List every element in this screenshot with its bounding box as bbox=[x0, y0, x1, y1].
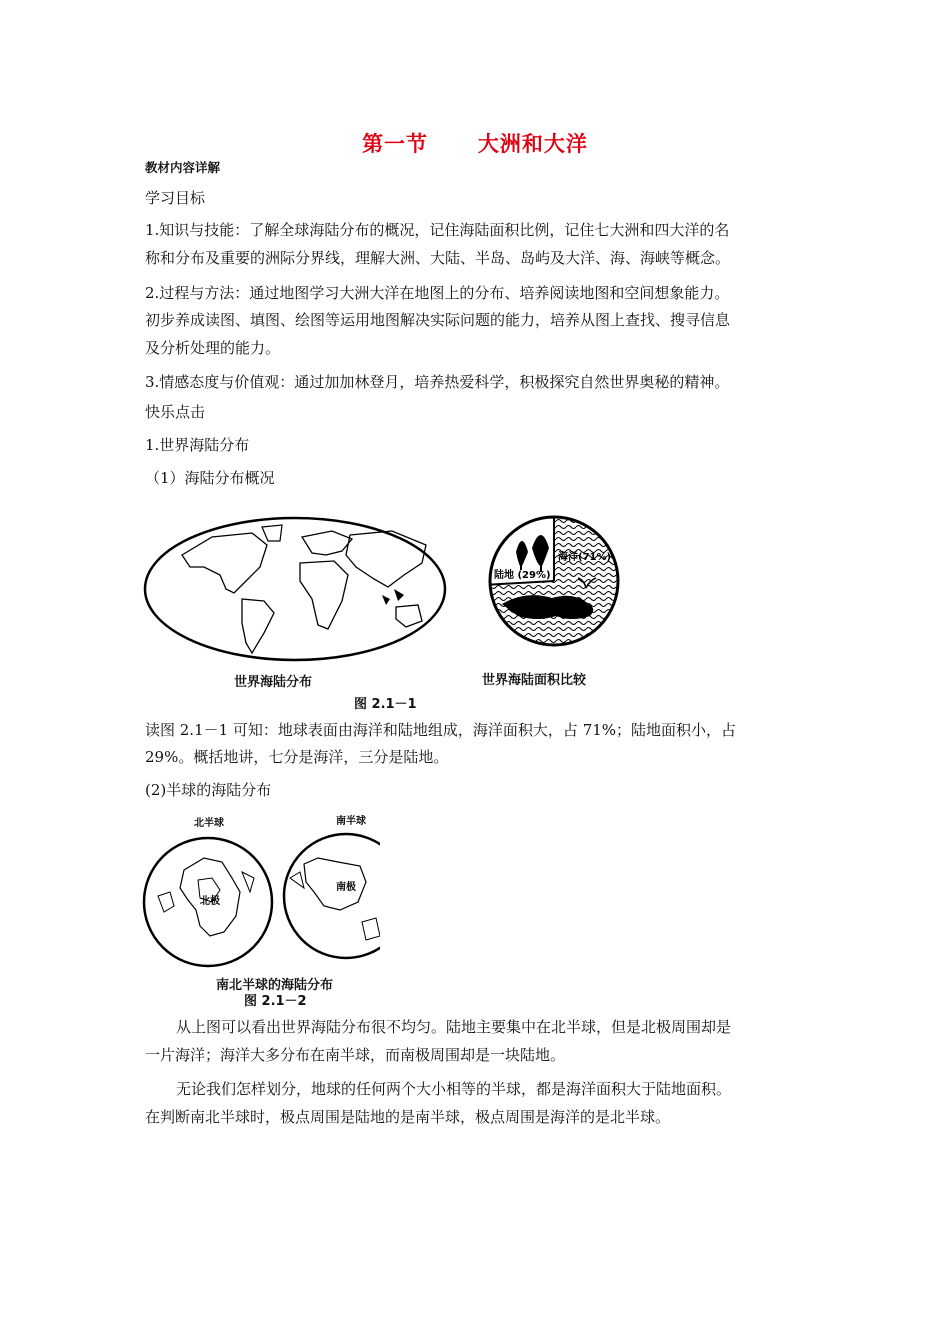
hemispheres-caption: 南北半球的海陆分布 bbox=[216, 978, 334, 993]
paragraph-1-line-1: 从上图可以看出世界海陆分布很不均匀。陆地主要集中在北半球，但是北极周围却是 bbox=[176, 1018, 732, 1036]
click-heading: 快乐点击 bbox=[145, 403, 206, 421]
figure-2-number: 图 2.1－2 bbox=[244, 994, 307, 1009]
reading-1-line-1: 读图 2.1－1 可知：地球表面由海洋和陆地组成，海洋面积大，占 71%；陆地面积小，占 bbox=[145, 721, 737, 739]
land-ocean-pie-figure bbox=[486, 512, 622, 650]
sub-heading-2: (2)半球的海陆分布 bbox=[145, 781, 272, 799]
north-hemisphere-label: 北半球 bbox=[194, 818, 224, 829]
section-heading: 教材内容详解 bbox=[145, 160, 221, 175]
ocean-label: 海洋(71%) bbox=[558, 552, 612, 563]
paragraph-2-line-2: 在判断南北半球时，极点周围是陆地的是南半球，极点周围是海洋的是北半球。 bbox=[145, 1108, 671, 1126]
goal-2-line-1: 2.过程与方法：通过地图学习大洲大洋在地图上的分布、培养阅读地图和空间想象能力。 bbox=[145, 284, 730, 302]
figure-1-number: 图 2.1－1 bbox=[354, 697, 417, 712]
south-pole-label: 南极 bbox=[336, 882, 356, 893]
hemispheres-figure bbox=[140, 812, 380, 974]
world-map-caption: 世界海陆分布 bbox=[234, 675, 313, 690]
south-hemisphere-label: 南半球 bbox=[336, 816, 366, 827]
paragraph-2-line-1: 无论我们怎样划分，地球的任何两个大小相等的半球，都是海洋面积大于陆地面积。 bbox=[176, 1080, 732, 1098]
sub-heading-1: （1）海陆分布概况 bbox=[145, 469, 275, 487]
goal-3: 3.情感态度与价值观：通过加加林登月，培养热爱科学，积极探究自然世界奥秘的精神。 bbox=[145, 373, 730, 391]
goal-2-line-2: 初步养成读图、填图、绘图等运用地图解决实际问题的能力，培养从图上查找、搜寻信息 bbox=[145, 311, 731, 329]
reading-1-line-2: 29%。概括地讲，七分是海洋，三分是陆地。 bbox=[145, 748, 449, 766]
page-title: 第一节 大洲和大洋 bbox=[362, 132, 588, 156]
world-map-figure bbox=[142, 515, 448, 663]
goal-1-line-2: 称和分布及重要的洲际分界线，理解大洲、大陆、半岛、岛屿及大洋、海、海峡等概念。 bbox=[145, 249, 731, 267]
land-label: 陆地 (29%) bbox=[494, 570, 551, 581]
topic-1: 1.世界海陆分布 bbox=[145, 436, 250, 454]
goals-heading: 学习目标 bbox=[145, 189, 206, 207]
pie-caption: 世界海陆面积比较 bbox=[482, 673, 587, 688]
north-pole-label: 北极 bbox=[200, 896, 220, 907]
goal-2-line-3: 及分析处理的能力。 bbox=[145, 339, 281, 357]
goal-1-line-1: 1.知识与技能：了解全球海陆分布的概况，记住海陆面积比例，记住七大洲和四大洋的名 bbox=[145, 221, 730, 239]
paragraph-1-line-2: 一片海洋；海洋大多分布在南半球，而南极周围却是一块陆地。 bbox=[145, 1046, 566, 1064]
